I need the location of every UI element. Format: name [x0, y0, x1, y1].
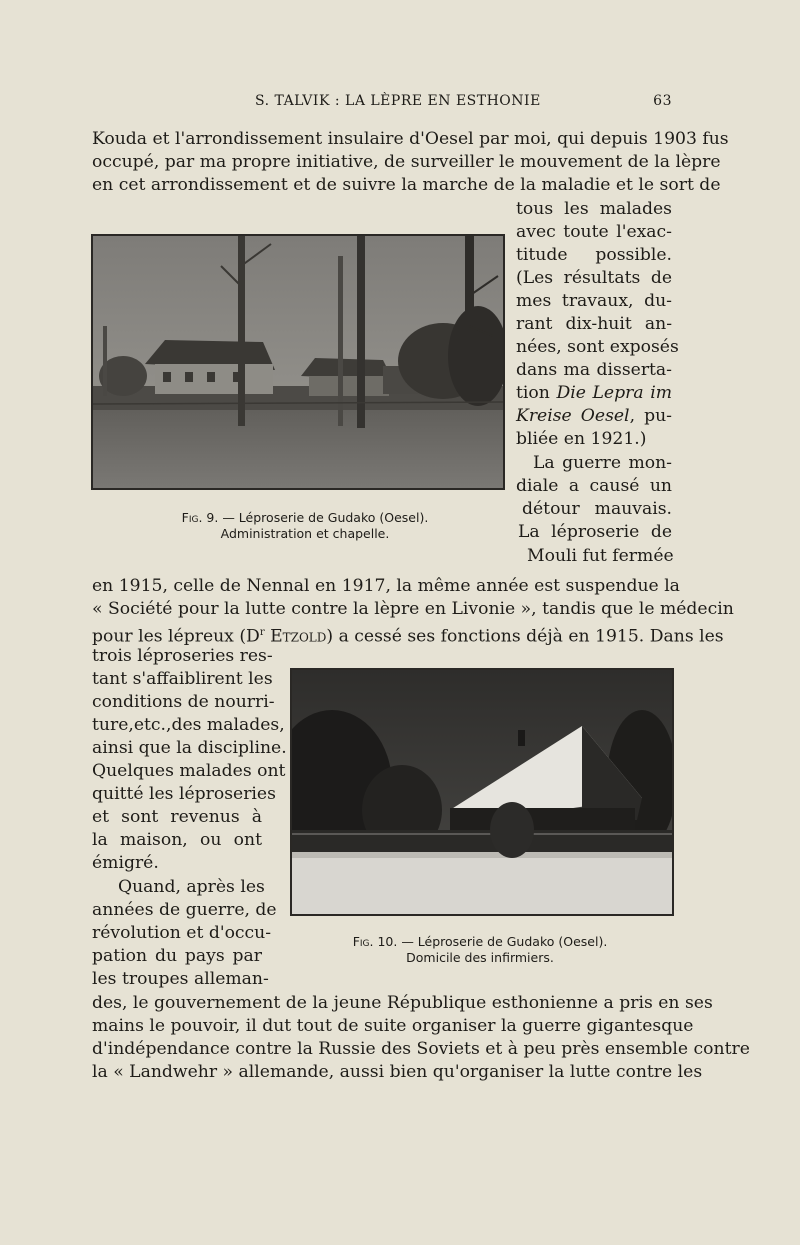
text-line: nées, sont exposés	[516, 337, 679, 357]
text-line	[516, 405, 672, 428]
text-line: dans ma disserta-	[516, 360, 672, 380]
text-line: ture,etc.,des malades,	[92, 715, 285, 735]
text-line: mains le pouvoir, il dut tout de suite organiser la guerre gigantesque	[92, 1016, 694, 1036]
text-line: années de guerre, de	[92, 900, 277, 920]
figure-label: Fig. 9.	[181, 510, 219, 525]
text-line: conditions de nourri-	[92, 692, 275, 712]
text-line	[516, 382, 672, 405]
text-line: des, le gouvernement de la jeune République esthonienne a pris en ses	[92, 993, 713, 1013]
text-line: les troupes alleman-	[92, 969, 269, 989]
text-line: « Société pour la lutte contre la lèpre en Livonie », tandis que le médecin	[92, 599, 734, 619]
caption-text: — Léproserie de Gudako (Oesel).	[218, 510, 429, 525]
text-line: ainsi que la discipline.	[92, 738, 287, 758]
caption-line	[150, 510, 460, 526]
running-title: S. TALVIK : LA LÈPRE EN ESTHONIE	[255, 93, 541, 109]
text-line: La léproserie de	[518, 522, 672, 542]
page-number: 63	[653, 93, 672, 109]
dissertation-title: Die Lepra im	[556, 383, 672, 403]
dissertation-title: Kreise Oesel	[516, 406, 630, 426]
figure-9-photo	[91, 234, 505, 490]
text-fragment: tion	[516, 383, 557, 403]
text-line: tous les malades	[516, 199, 672, 219]
text-line: la maison, ou ont	[92, 830, 262, 850]
text-line: Quand, après les	[118, 877, 265, 897]
text-line: la « Landwehr » allemande, aussi bien qu'organiser la lutte contre les	[92, 1062, 703, 1082]
text-line: émigré.	[92, 853, 159, 873]
text-fragment: ) a cessé ses fonctions déjà en 1915. Dans les	[326, 626, 724, 647]
text-line: (Les résultats de	[516, 268, 672, 288]
figure-10-caption	[320, 934, 640, 966]
text-line: en cet arrondissement et de suivre la marche de la maladie et le sort de	[92, 175, 721, 195]
figure-label: Fig. 10.	[352, 934, 398, 949]
figure-10-photo	[290, 668, 674, 916]
text-line: occupé, par ma propre initiative, de surveiller le mouvement de la lèpre	[92, 152, 721, 172]
text-line: Mouli fut fermée	[527, 546, 674, 566]
text-line: mes travaux, du-	[516, 291, 672, 311]
text-line: avec toute l'exac-	[516, 222, 672, 242]
text-line: révolution et d'occu-	[92, 923, 272, 943]
caption-text: — Léproserie de Gudako (Oesel).	[397, 934, 608, 949]
text-line: bliée en 1921.)	[516, 429, 647, 449]
text-line: diale a causé un	[516, 476, 672, 496]
text-line: en 1915, celle de Nennal en 1917, la même année est suspendue la	[92, 576, 680, 596]
text-line: et sont revenus à	[92, 807, 262, 827]
text-line: Kouda et l'arrondissement insulaire d'Oesel par moi, qui depuis 1903 fus	[92, 129, 729, 149]
text-line: trois léproseries res-	[92, 646, 273, 666]
person-name: Etzold	[270, 626, 327, 647]
nurses-residence-photo	[292, 670, 672, 914]
caption-line: Administration et chapelle.	[220, 526, 390, 541]
text-line: détour mauvais.	[522, 499, 672, 519]
text-line: La guerre mon-	[533, 453, 672, 473]
text-line: quitté les léproseries	[92, 784, 276, 804]
text-fragment: , pu-	[629, 406, 672, 426]
text-fragment: pour les lépreux (D	[92, 626, 260, 647]
text-line: pation du pays par	[92, 946, 262, 966]
leprosarium-administration-photo	[93, 236, 503, 488]
caption-line	[320, 934, 640, 950]
superscript: r	[259, 627, 265, 638]
text-line: rant dix-huit an-	[516, 314, 672, 334]
figure-9-caption	[150, 510, 460, 542]
text-line: d'indépendance contre la Russie des Soviets et à peu près ensemble contre	[92, 1039, 750, 1059]
text-line: Quelques malades ont	[92, 761, 286, 781]
text-line: tant s'affaiblirent les	[92, 669, 273, 689]
caption-line: Domicile des infirmiers.	[406, 950, 554, 965]
text-line: titude possible.	[516, 245, 672, 265]
